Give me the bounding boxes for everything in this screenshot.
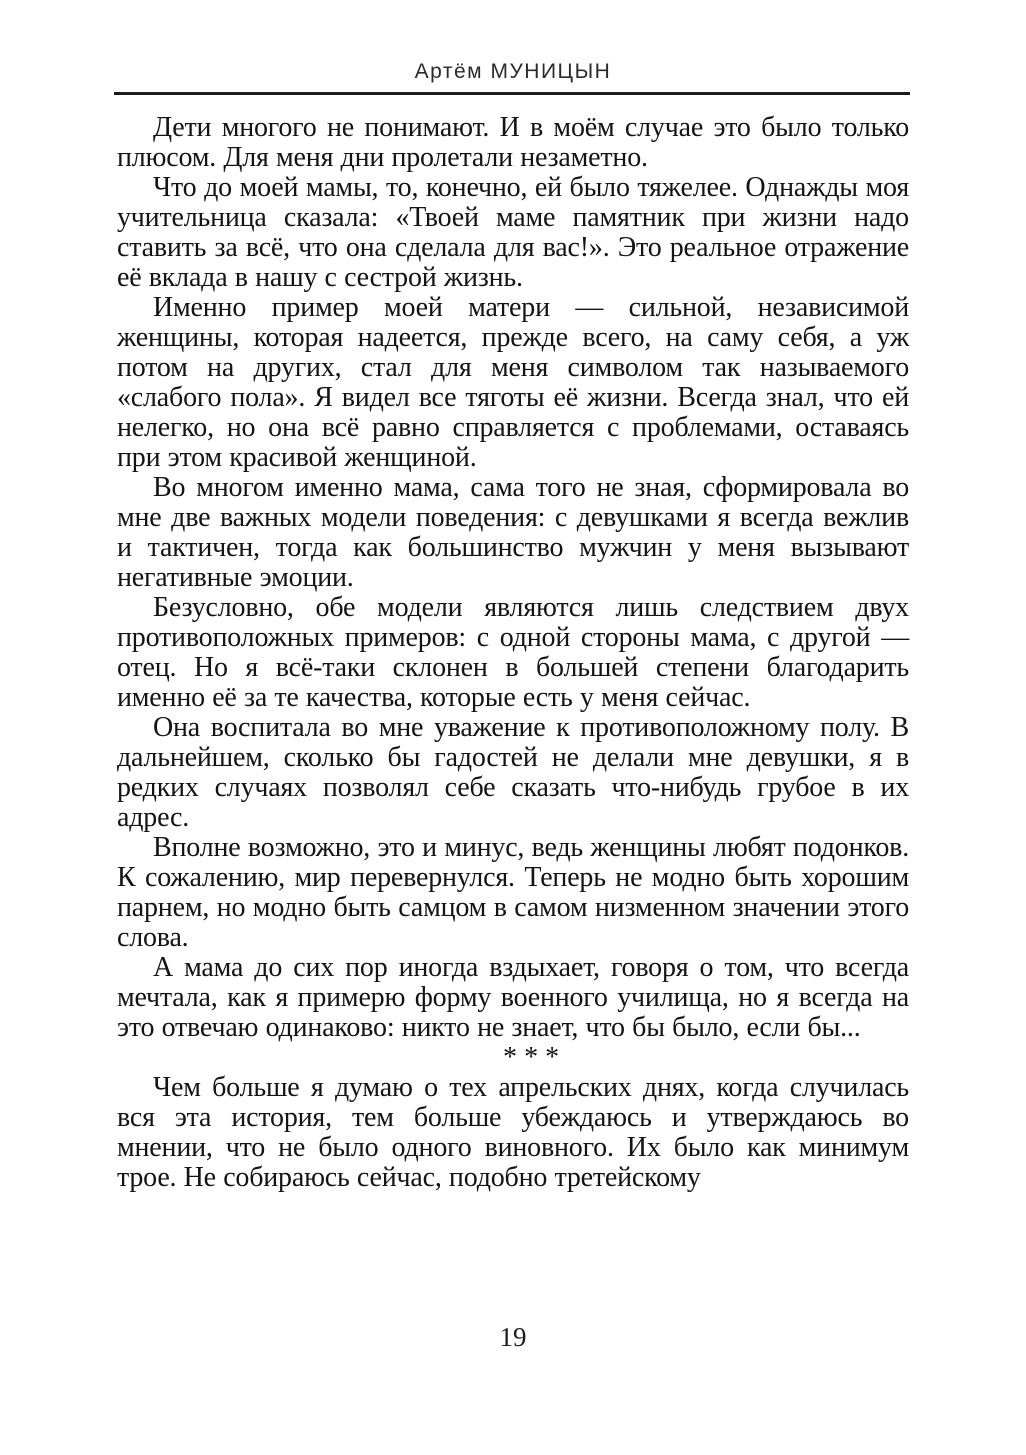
paragraph: Чем больше я думаю о тех апрельских днях, когда случилась вся эта история, тем больше убеждаюсь и утверждаюсь во мнении, что не было одного виновного. Их было как минимум трое. Не собираюсь сейчас, подобно третейскому — [117, 1072, 909, 1193]
paragraph: Безусловно, обе модели являются лишь следствием двух противоположных примеров: с одной стороны мама, с другой — отец. Но я всё-таки склонен в большей степени благодарить именно её за те качества, которые есть у меня сейчас. — [117, 592, 909, 713]
paragraph: Дети многого не понимают. И в моём случае это было только плюсом. Для меня дни пролетали незаметно. — [117, 112, 909, 173]
header-rule — [114, 92, 910, 95]
paragraph: Именно пример моей матери — сильной, независимой женщины, которая надеется, прежде всего, на саму себя, а уж потом на других, стал для меня символом так называемого «слабого пола». Я видел все тяготы её жизни. Всегда знал, что ей нелегко, но она всё равно справляется с проблемами, оставаясь при этом красивой женщиной. — [117, 292, 909, 473]
paragraph: Вполне возможно, это и минус, ведь женщины любят подонков. К сожалению, мир перевернулся. Теперь не модно быть хорошим парнем, но модно быть самцом в самом низменном значении этого слова. — [117, 832, 909, 953]
section-separator: * * * — [502, 1042, 559, 1073]
paragraph: Во многом именно мама, сама того не зная, сформировала во мне две важных модели поведения: с девушками я всегда вежлив и тактичен, тогда как большинство мужчин у меня вызывают негативные эмоции. — [117, 472, 909, 593]
page-body — [117, 113, 909, 1193]
page-footer — [117, 1322, 909, 1353]
paragraph: Что до моей мамы, то, конечно, ей было тяжелее. Однажды моя учительница сказала: «Твоей маме памятник при жизни надо ставить за всё, что она сделала для вас!». Это реальное отражение её вклада в нашу с сестрой жизнь. — [117, 172, 909, 293]
paragraph: А мама до сих пор иногда вздыхает, говоря о том, что всегда мечтала, как я примерю форму военного училища, но я всегда на это отвечаю одинаково: никто не знает, что бы было, если бы... — [117, 952, 909, 1043]
page-number: 19 — [499, 1322, 527, 1352]
running-header — [117, 60, 909, 84]
running-title: Артём МУНИЦЫН — [414, 60, 612, 83]
paragraph: Она воспитала во мне уважение к противоположному полу. В дальнейшем, сколько бы гадостей не делали мне девушки, я в редких случаях позволял себе сказать что-нибудь грубое в их адрес. — [117, 712, 909, 833]
